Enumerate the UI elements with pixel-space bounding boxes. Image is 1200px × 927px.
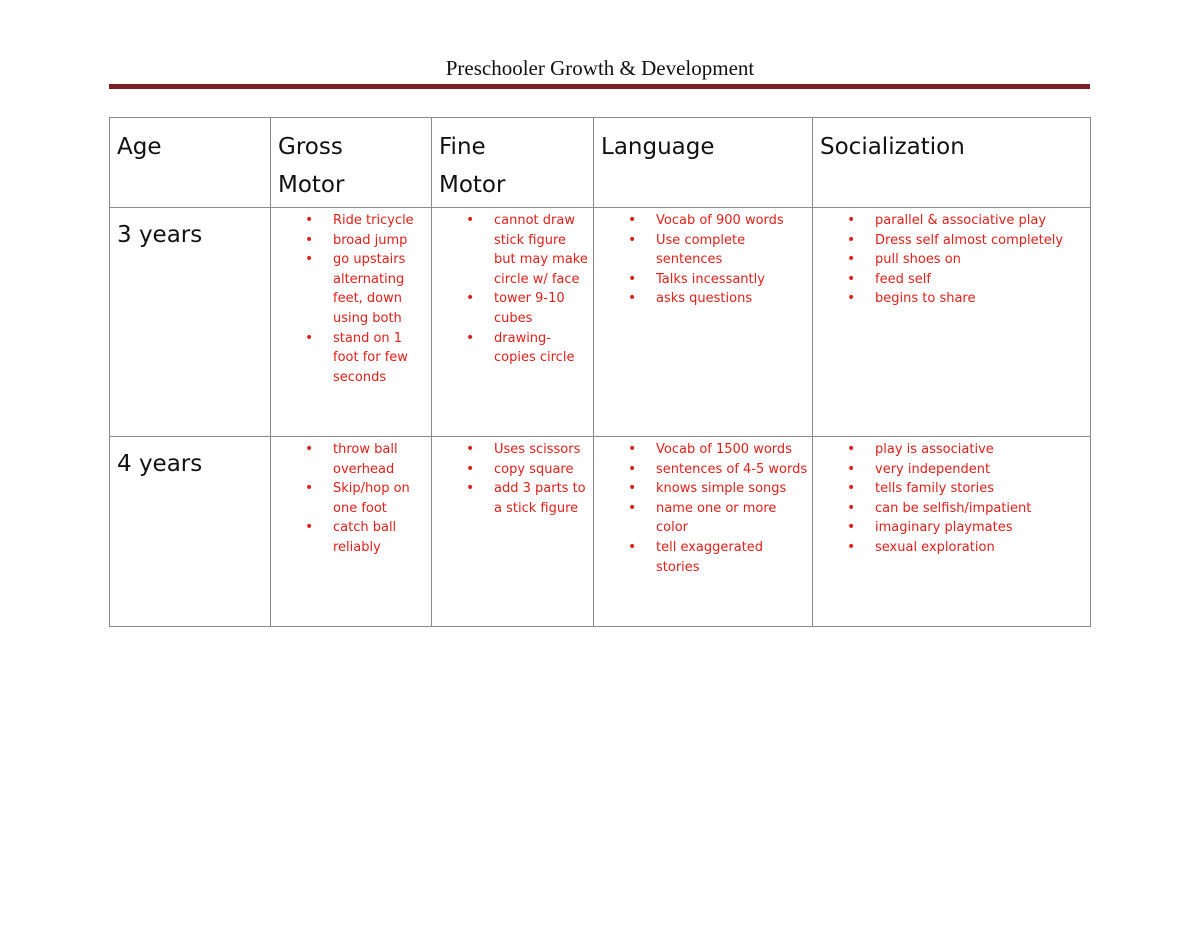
list-item: • tower 9-10 cubes bbox=[494, 289, 589, 328]
header-cell-socialization bbox=[813, 118, 1091, 208]
list-item: • Vocab of 900 words bbox=[656, 211, 808, 231]
development-table bbox=[109, 117, 1091, 627]
header-language: Language bbox=[601, 134, 715, 160]
list-item: • sentences of 4-5 words bbox=[656, 460, 808, 480]
age-cell bbox=[110, 437, 271, 627]
list-item: • copy square bbox=[494, 460, 589, 480]
list-item: • drawing- copies circle bbox=[494, 329, 589, 368]
list-item: • Talks incessantly bbox=[656, 270, 808, 290]
list-item: • Uses scissors bbox=[494, 440, 589, 460]
list-item: • tell exaggerated stories bbox=[656, 538, 808, 577]
header-cell-language bbox=[594, 118, 813, 208]
age-label: 3 years bbox=[117, 222, 203, 248]
list-item: • very independent bbox=[875, 460, 1086, 480]
list-item: • begins to share bbox=[875, 289, 1086, 309]
list-item: • play is associative bbox=[875, 440, 1086, 460]
socialization-cell bbox=[813, 208, 1091, 437]
socialization-cell bbox=[813, 437, 1091, 627]
language-cell bbox=[594, 208, 813, 437]
page-title: Preschooler Growth & Development bbox=[445, 56, 755, 80]
gross-motor-cell bbox=[271, 208, 432, 437]
header-gross-motor: Gross Motor bbox=[278, 134, 345, 198]
title-divider bbox=[109, 84, 1090, 89]
header-row bbox=[110, 118, 1091, 208]
list-item: • stand on 1 foot for few seconds bbox=[333, 329, 427, 388]
gross-motor-cell bbox=[271, 437, 432, 627]
list-item: • tells family stories bbox=[875, 479, 1086, 499]
list-item: • go upstairs alternating feet, down using both bbox=[333, 250, 427, 328]
list-item: • Dress self almost completely bbox=[875, 231, 1086, 251]
list-item: • asks questions bbox=[656, 289, 808, 309]
list-item: • sexual exploration bbox=[875, 538, 1086, 558]
language-cell bbox=[594, 437, 813, 627]
fine-motor-list bbox=[432, 437, 593, 518]
header-cell-fine-motor bbox=[432, 118, 594, 208]
gross-motor-list bbox=[271, 437, 431, 558]
language-list bbox=[594, 437, 812, 577]
list-item: • can be selfish/impatient bbox=[875, 499, 1086, 519]
socialization-list bbox=[813, 437, 1090, 558]
fine-motor-cell bbox=[432, 437, 594, 627]
socialization-list bbox=[813, 208, 1090, 309]
age-cell bbox=[110, 208, 271, 437]
list-item: • add 3 parts to a stick figure bbox=[494, 479, 589, 518]
list-item: • Use complete sentences bbox=[656, 231, 808, 270]
list-item: • catch ball reliably bbox=[333, 518, 427, 557]
table-row-3-years bbox=[110, 208, 1091, 437]
list-item: • feed self bbox=[875, 270, 1086, 290]
list-item: • broad jump bbox=[333, 231, 427, 251]
list-item: • parallel & associative play bbox=[875, 211, 1086, 231]
table-row-4-years bbox=[110, 437, 1091, 627]
list-item: • imaginary playmates bbox=[875, 518, 1086, 538]
language-list bbox=[594, 208, 812, 309]
gross-motor-list bbox=[271, 208, 431, 387]
list-item: • cannot draw stick figure but may make circle w/ face bbox=[494, 211, 589, 289]
fine-motor-list bbox=[432, 208, 593, 368]
header-age: Age bbox=[117, 134, 162, 160]
list-item: • name one or more color bbox=[656, 499, 808, 538]
list-item: • throw ball overhead bbox=[333, 440, 427, 479]
header-fine-motor: Fine Motor bbox=[439, 134, 506, 198]
header-socialization: Socialization bbox=[820, 134, 965, 160]
fine-motor-cell bbox=[432, 208, 594, 437]
list-item: • Ride tricycle bbox=[333, 211, 427, 231]
header-cell-gross-motor bbox=[271, 118, 432, 208]
list-item: • pull shoes on bbox=[875, 250, 1086, 270]
list-item: • Skip/hop on one foot bbox=[333, 479, 427, 518]
header-cell-age bbox=[110, 118, 271, 208]
list-item: • knows simple songs bbox=[656, 479, 808, 499]
age-label: 4 years bbox=[117, 451, 203, 477]
list-item: • Vocab of 1500 words bbox=[656, 440, 808, 460]
